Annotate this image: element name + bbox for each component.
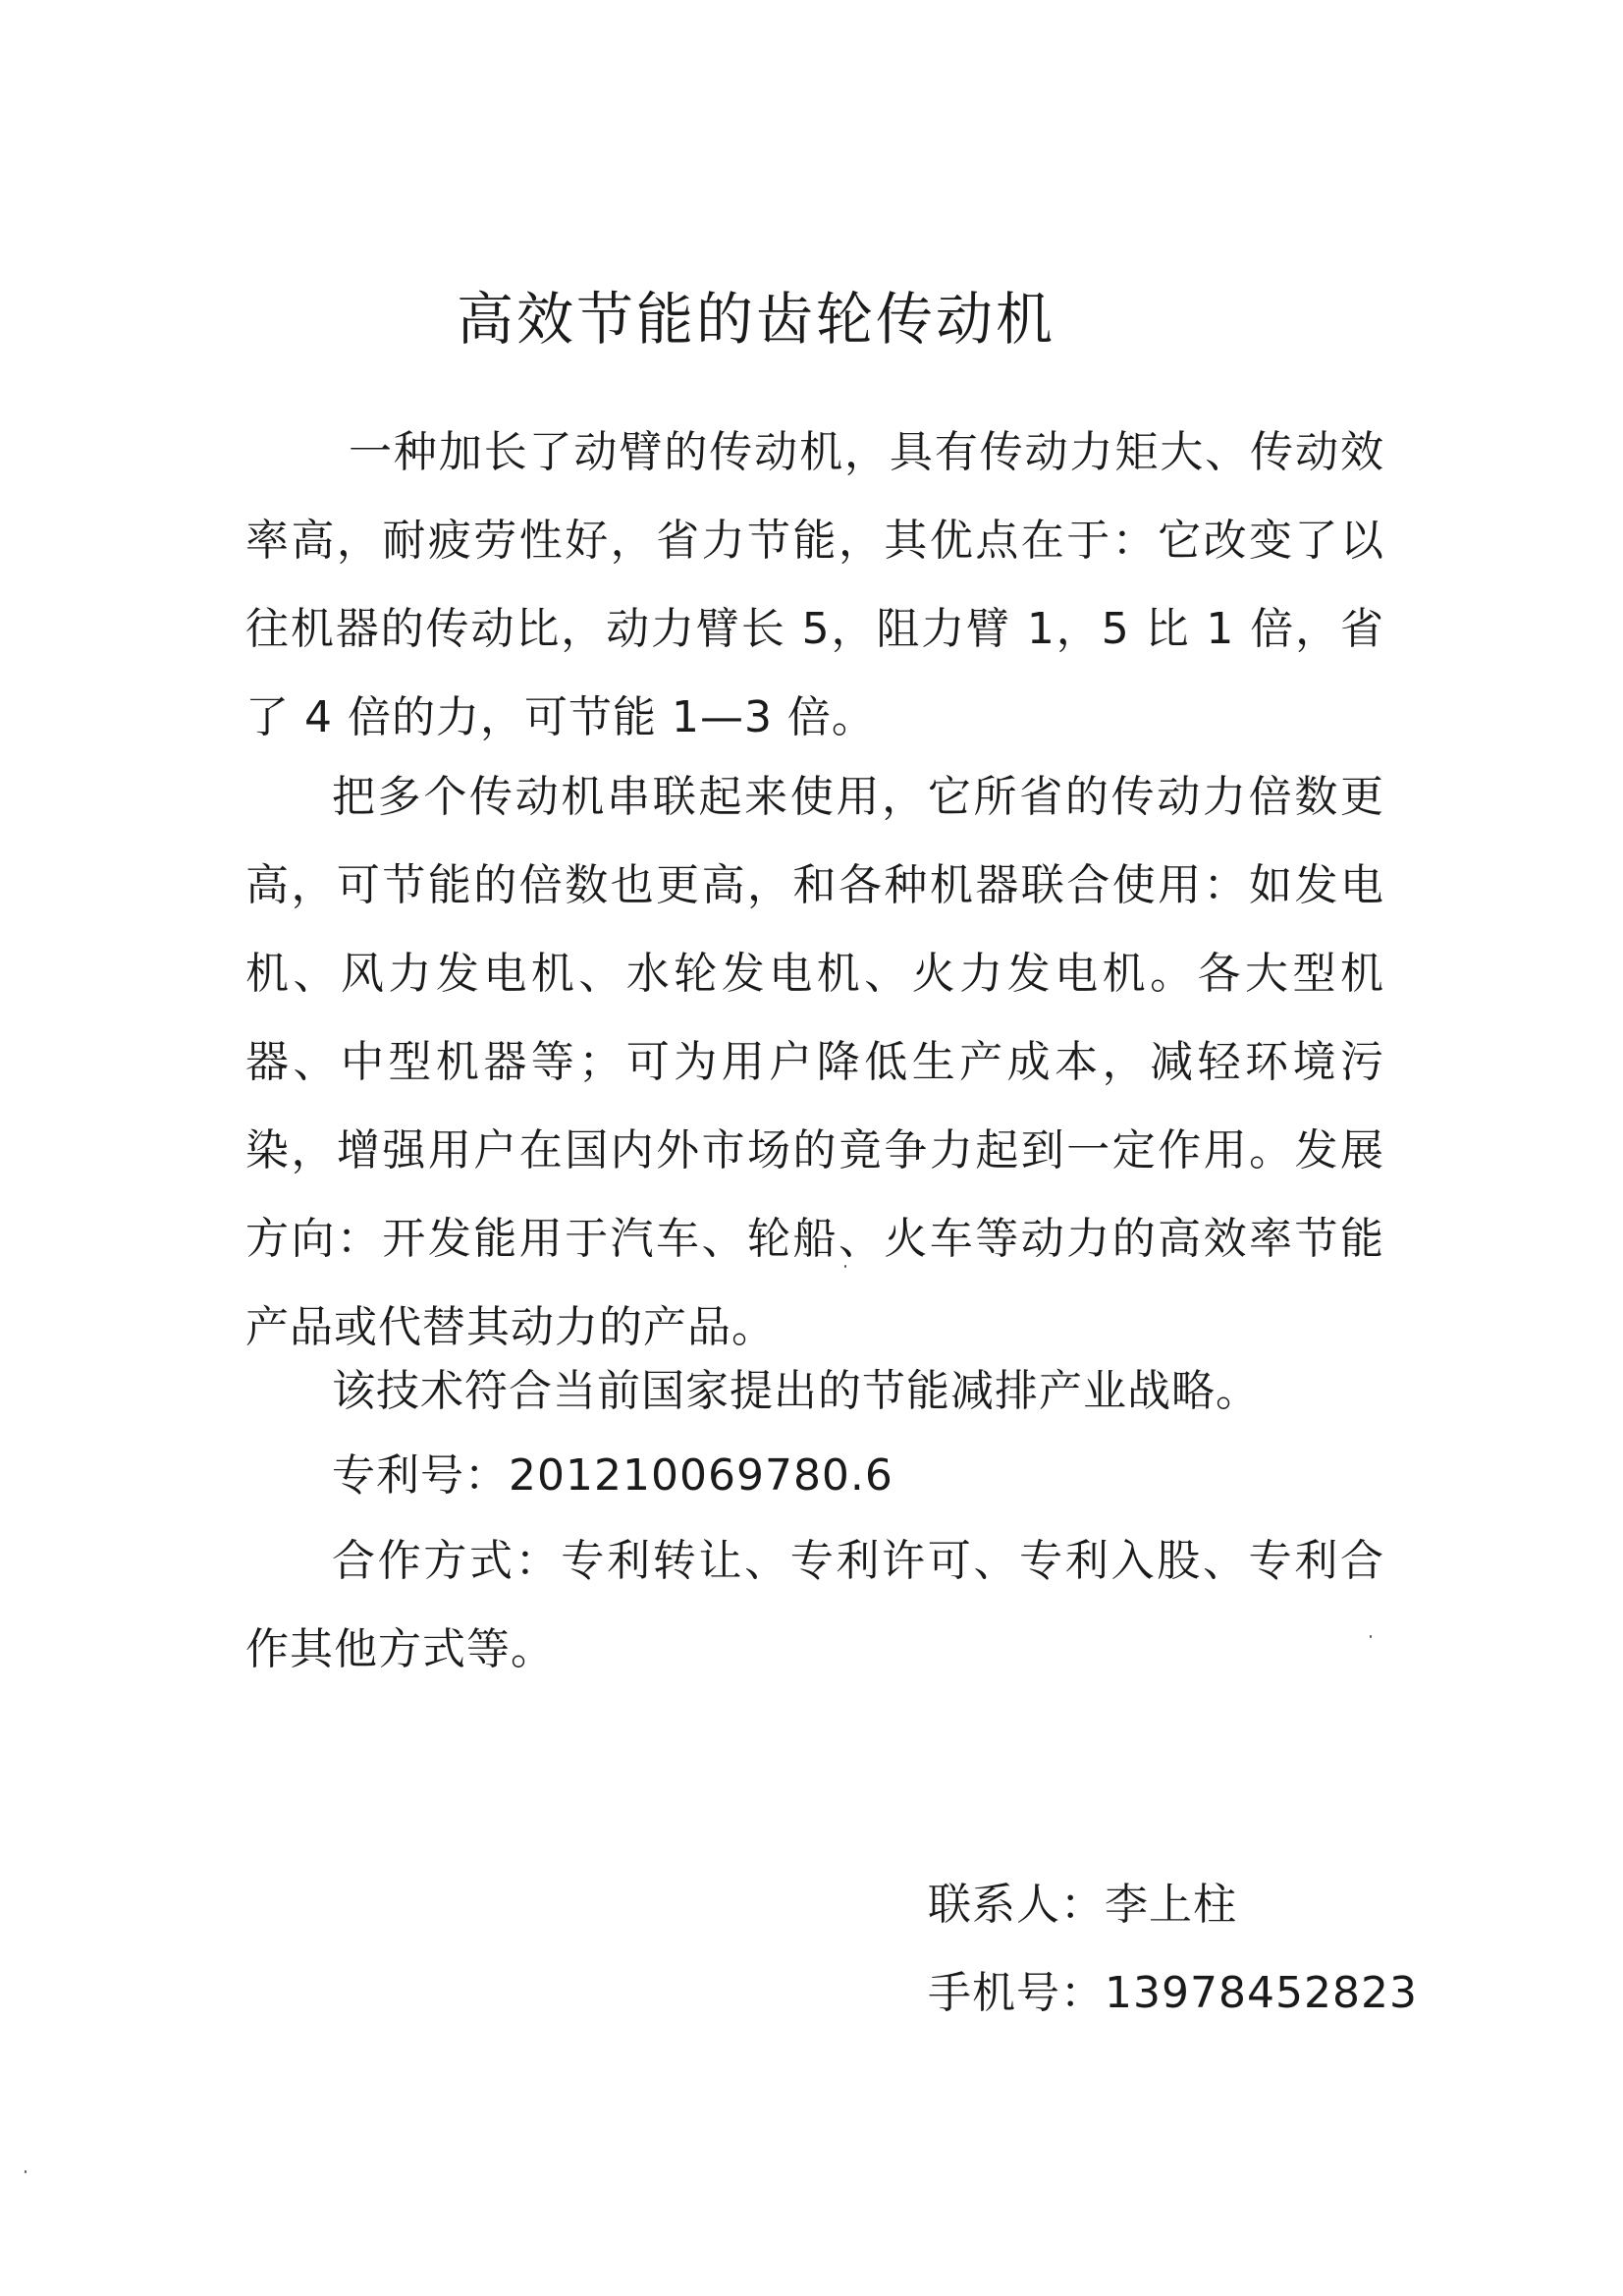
contact-person: 联系人：李上柱 (928, 1880, 1237, 1930)
scan-speck (844, 1265, 846, 1268)
paragraph-strategy: 该技术符合当前国家提出的节能减排产业战略。 (332, 1366, 1260, 1416)
paragraph-cooperation: 合作方式：专利转让、专利许可、专利入股、专利合作其他方式等。 (245, 1536, 1384, 1674)
scan-speck (25, 2170, 27, 2173)
patent-number: 专利号：201210069780.6 (332, 1450, 893, 1501)
paragraph-intro: 一种加长了动臂的传动机，具有传动力矩大、传动效率高，耐疲劳性好，省力节能，其优点在于：它改变了以往机器的传动比，动力臂长 5，阻力臂 1，5 比 1 倍，省了 4 倍的力，可节能 1—3 倍。 (245, 427, 1384, 742)
scan-speck (1370, 1635, 1372, 1638)
document-title: 高效节能的齿轮传动机 (456, 286, 1055, 353)
contact-phone: 手机号：13978452823 (928, 1968, 1418, 2018)
paragraph-applications: 把多个传动机串联起来使用，它所省的传动力倍数更高，可节能的倍数也更高，和各种机器联合使用：如发电机、风力发电机、水轮发电机、火力发电机。各大型机器、中型机器等；可为用户降低生产成本，减轻环境污染，增强用户在国内外市场的竟争力起到一定作用。发展方向：开发能用于汽车、轮船、火车等动力的高效率节能产品或代替其动力的产品。 (245, 772, 1384, 1352)
